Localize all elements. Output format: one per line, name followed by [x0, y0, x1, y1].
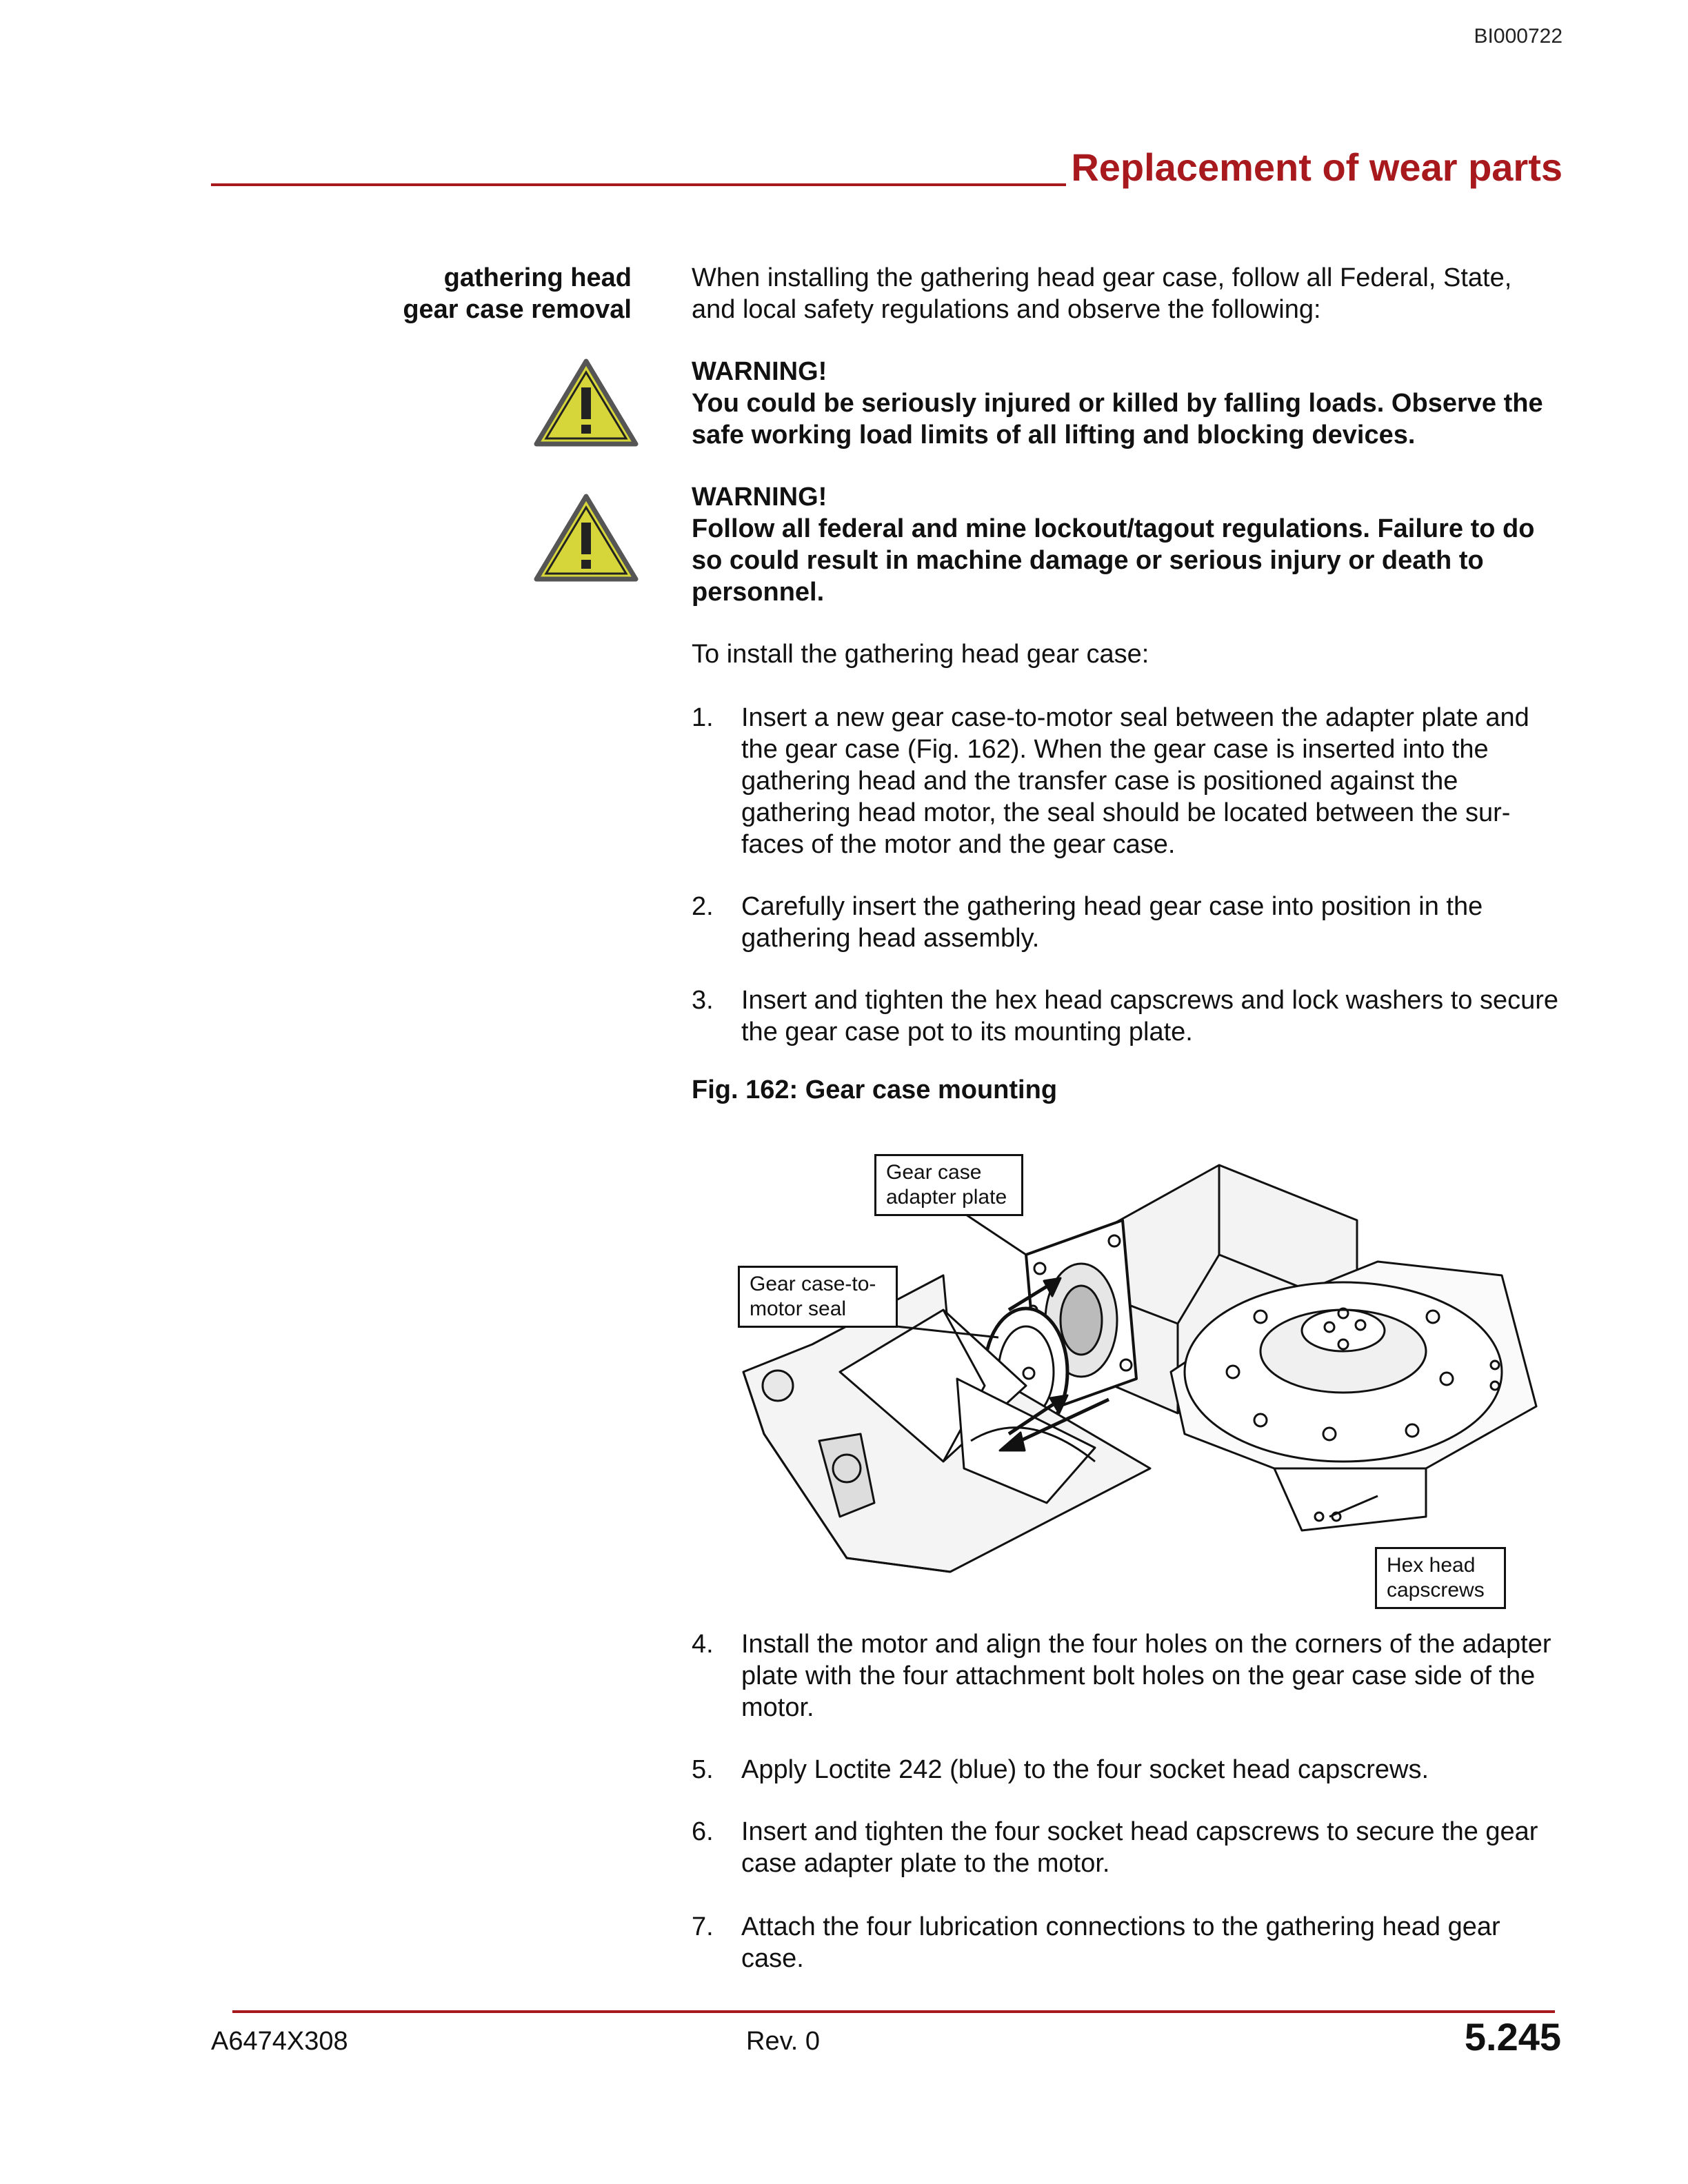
callout-line: Gear case-to- — [750, 1273, 876, 1295]
step-number: 6. — [692, 1817, 714, 1846]
step-text: Insert and tighten the four socket head capscrews to secure the gear case adapter plate to the motor. — [741, 1817, 1538, 1878]
step-text: Attach the four lubrication connections to the gathering head gear case. — [741, 1912, 1500, 1973]
side-heading-line-1: gathering head — [443, 263, 632, 292]
callout-line: capscrews — [1387, 1579, 1485, 1601]
document-id: BI000722 — [1474, 25, 1563, 48]
step-text: Install the motor and align the four holes on the corners of the adapter plate with the four attachment bolt holes on the gear case side of the motor. — [741, 1630, 1551, 1722]
gear-case-figure — [736, 1144, 1543, 1627]
warning-text: Follow all federal and mine lockout/tagout regulations. Failure to do so could result in machine damage or serious injury or death to personnel. — [692, 514, 1535, 607]
step-number: 7. — [692, 1912, 714, 1941]
callout-motor-seal — [738, 1266, 898, 1328]
callout-line: Gear case — [886, 1161, 982, 1184]
warning-triangle-icon — [532, 356, 640, 449]
footer-rule — [232, 2010, 1555, 2013]
callout-line: motor seal — [750, 1297, 847, 1320]
warning-triangle-icon — [532, 491, 640, 585]
step-number: 5. — [692, 1755, 714, 1784]
callout-line: adapter plate — [886, 1186, 1007, 1209]
figure-caption: Fig. 162: Gear case mounting — [692, 1075, 1058, 1104]
section-title: Replacement of wear parts — [1071, 145, 1563, 189]
callout-hex-capscrews — [1375, 1547, 1506, 1609]
step-text: Insert a new gear case-to-motor seal between the adapter plate and the gear case (Fig. 162). When the gear case is inserted into the gathering head and the transfer case is positioned against the gathering head motor, the seal should be located between the sur-faces of the motor and the gear case. — [741, 703, 1529, 859]
intro-paragraph: When installing the gathering head gear case, follow all Federal, State, and local safety regulations and observe the following: — [692, 263, 1512, 324]
side-heading — [287, 262, 632, 325]
footer-doc-number: A6474X308 — [211, 2027, 348, 2056]
step-number: 3. — [692, 986, 714, 1015]
step-number: 1. — [692, 703, 714, 732]
footer-revision: Rev. 0 — [746, 2027, 821, 2056]
step-text: Carefully insert the gathering head gear case into position in the gathering head assembly. — [741, 892, 1483, 953]
step-text: Apply Loctite 242 (blue) to the four socket head capscrews. — [741, 1755, 1429, 1784]
step-text: Insert and tighten the hex head capscrews and lock washers to secure the gear case pot to its mounting plate. — [741, 986, 1559, 1046]
install-lead: To install the gathering head gear case: — [692, 640, 1149, 669]
warning-title: WARNING! — [692, 483, 827, 512]
warning-block-1 — [692, 356, 1562, 451]
warning-text: You could be seriously injured or killed by falling loads. Observe the safe working load limits of all lifting and blocking devices. — [692, 389, 1543, 449]
footer-page-number: 5.245 — [1464, 2015, 1561, 2059]
callout-adapter-plate — [874, 1154, 1023, 1216]
callout-line: Hex head — [1387, 1554, 1476, 1577]
step-number: 4. — [692, 1630, 714, 1659]
side-heading-line-2: gear case removal — [403, 295, 632, 324]
warning-block-2 — [692, 481, 1562, 608]
warning-title: WARNING! — [692, 357, 827, 386]
step-number: 2. — [692, 892, 714, 921]
header-rule — [211, 183, 1066, 186]
